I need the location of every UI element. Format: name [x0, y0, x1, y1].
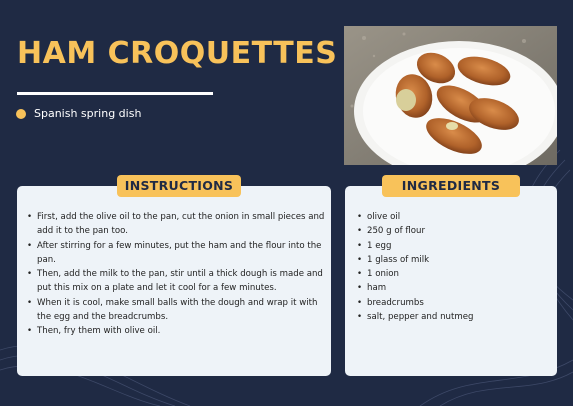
list-item: • Then, fry them with olive oil. [37, 324, 333, 338]
list-item: • olive oil [367, 210, 557, 224]
subtitle: Spanish spring dish [34, 107, 142, 120]
ingredients-list [355, 210, 557, 324]
title-underline [17, 92, 213, 95]
list-item: • 1 egg [367, 239, 557, 253]
bullet-dot-icon [16, 109, 26, 119]
ingredients-label: INGREDIENTS [382, 175, 520, 197]
list-item: • When it is cool, make small balls with the dough and wrap it with the egg and the breadcrumbs. [37, 296, 333, 325]
croquettes-photo [344, 26, 557, 165]
instructions-list [25, 210, 333, 339]
page-title: HAM CROQUETTES [17, 36, 338, 71]
list-item: • 1 onion [367, 267, 557, 281]
list-item: • Then, add the milk to the pan, stir until a thick dough is made and put this mix on a plate and let it cool for a few minutes. [37, 267, 333, 296]
list-item: • 1 glass of milk [367, 253, 557, 267]
list-item: • salt, pepper and nutmeg [367, 310, 557, 324]
instructions-label: INSTRUCTIONS [117, 175, 241, 197]
list-item: • breadcrumbs [367, 296, 557, 310]
list-item: • After stirring for a few minutes, put the ham and the flour into the pan. [37, 239, 333, 268]
list-item: • First, add the olive oil to the pan, cut the onion in small pieces and add it to the pan too. [37, 210, 333, 239]
list-item: • ham [367, 281, 557, 295]
list-item: • 250 g of flour [367, 224, 557, 238]
